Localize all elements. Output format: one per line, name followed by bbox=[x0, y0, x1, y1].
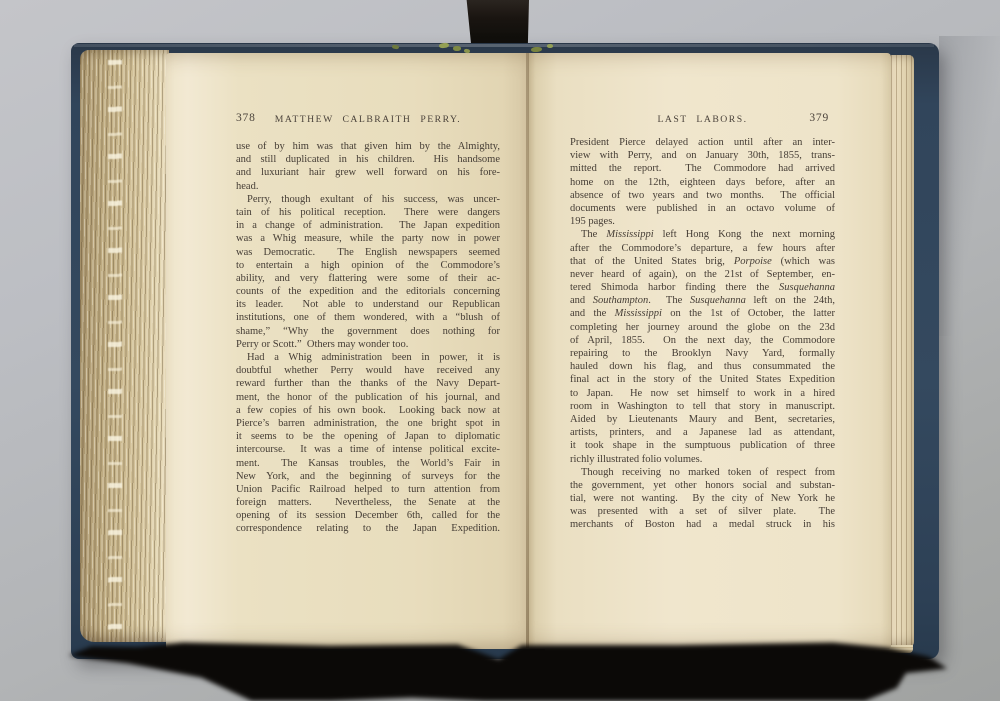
text-segment: doubtful whether Perry would have received any bbox=[236, 365, 500, 377]
text-line bbox=[236, 377, 500, 390]
text-line bbox=[236, 180, 500, 193]
text-line bbox=[236, 325, 500, 338]
text-segment: artists, printers, and a Japanese lad as attendant, bbox=[570, 427, 835, 439]
fanned-page-edges-left bbox=[80, 50, 169, 642]
italic-text-segment: Mississippi bbox=[606, 229, 654, 241]
text-line bbox=[570, 518, 835, 531]
text-line bbox=[570, 453, 835, 466]
text-line bbox=[236, 391, 500, 404]
text-segment: in a change of administration. The Japan expedition bbox=[236, 220, 500, 232]
text-line bbox=[570, 162, 835, 175]
text-segment: Perry, though exultant of his success, was uncer- bbox=[247, 193, 500, 205]
text-segment: home on the 12th, eighteen days before, after an bbox=[570, 176, 835, 188]
lint-speck bbox=[392, 45, 399, 50]
text-segment: Though receiving no marked token of respect from bbox=[581, 466, 835, 478]
text-segment: absence of two years and two months. The official bbox=[570, 189, 835, 201]
text-segment: ment, the honor of the publication of his journal, and bbox=[236, 391, 500, 403]
text-segment: that of the United States brig, bbox=[570, 255, 734, 267]
text-line bbox=[570, 373, 835, 386]
text-line bbox=[236, 443, 500, 456]
book-page-left bbox=[166, 53, 528, 649]
text-segment: and still duplicated in his children. His handsome bbox=[236, 154, 500, 166]
text-segment: completing her journey around the globe on the 23d bbox=[570, 321, 835, 333]
italic-text-segment: Mississippi bbox=[614, 308, 662, 320]
text-segment: Pierce’s barren administration, the one bright spot in bbox=[236, 417, 500, 429]
text-line bbox=[236, 483, 500, 496]
text-line bbox=[236, 311, 500, 324]
text-line bbox=[570, 189, 835, 202]
lint-speck bbox=[464, 49, 471, 54]
text-segment: a few copies of his own book. Looking back now at bbox=[236, 404, 500, 416]
text-line bbox=[236, 219, 500, 232]
text-segment: and bbox=[570, 295, 593, 307]
text-line bbox=[236, 509, 500, 522]
text-segment: never heard of again), on the 21st of September, en- bbox=[570, 268, 835, 280]
text-segment: left on the 24th, bbox=[745, 295, 835, 307]
running-head-right bbox=[570, 114, 835, 129]
text-line bbox=[570, 268, 835, 281]
text-segment: to Japan. He now set himself to work in a hired bbox=[570, 387, 835, 399]
text-segment: was presented with a set of silver plate. The bbox=[570, 506, 835, 518]
text-line bbox=[570, 387, 835, 400]
text-segment: tered Shimoda harbor finding there the bbox=[570, 282, 779, 294]
text-segment: . The bbox=[648, 295, 690, 307]
text-segment: richly illustrated folio volumes. bbox=[570, 453, 703, 465]
cover-top-highlight bbox=[74, 44, 934, 47]
cast-shadow bbox=[55, 636, 970, 701]
text-line bbox=[236, 522, 500, 535]
text-line bbox=[236, 166, 500, 179]
text-line bbox=[570, 400, 835, 413]
book-gutter bbox=[526, 53, 529, 648]
text-line bbox=[236, 430, 500, 443]
text-line bbox=[236, 496, 500, 509]
text-segment: Union Pacific Railroad helped to turn attention from bbox=[236, 483, 500, 495]
text-segment: Perry or Scott.” Others may wonder too. bbox=[236, 338, 409, 350]
text-line bbox=[236, 153, 500, 166]
text-segment: room in Washington to tell that story in manuscript. bbox=[570, 400, 835, 412]
text-line bbox=[570, 149, 835, 162]
text-segment: ability, and very flattering were some of their ac- bbox=[236, 272, 500, 284]
italic-text-segment: Porpoise bbox=[733, 255, 772, 267]
running-head-title-left: MATTHEW CALBRAITH PERRY. bbox=[274, 114, 462, 125]
text-line bbox=[236, 404, 500, 417]
text-segment: documents were published in an octavo volume of bbox=[570, 202, 835, 214]
italic-text-segment: Susquehanna bbox=[689, 295, 746, 307]
text-segment: institutions, one of them wondered, with a “blush of bbox=[236, 312, 500, 324]
text-segment: tain of his political reception. There were dangers bbox=[236, 206, 500, 218]
text-segment: The bbox=[581, 229, 607, 241]
text-line bbox=[570, 479, 835, 492]
text-segment: President Pierce delayed action until after an inter- bbox=[570, 137, 835, 148]
text-line bbox=[236, 338, 500, 351]
text-segment: merchants of Boston had a medal struck in his bbox=[570, 519, 835, 531]
text-line bbox=[570, 307, 835, 320]
text-line bbox=[236, 285, 500, 298]
text-segment: counts of the expedition and the editorials concerning bbox=[236, 286, 500, 298]
text-line bbox=[236, 193, 500, 206]
text-line bbox=[236, 417, 500, 430]
running-head-left bbox=[236, 114, 500, 129]
running-head-title-right: LAST LABORS. bbox=[657, 114, 748, 125]
text-segment: of April, 1855. On the next day, the Commodore bbox=[570, 334, 835, 346]
text-line bbox=[570, 255, 835, 268]
text-line bbox=[570, 347, 835, 360]
text-line bbox=[236, 206, 500, 219]
lint-speck bbox=[547, 44, 553, 48]
text-line bbox=[236, 140, 500, 153]
cast-shadow-shape bbox=[55, 636, 970, 701]
text-line bbox=[570, 215, 835, 228]
text-line bbox=[236, 298, 500, 311]
text-segment: intercourse. It was a time of intense political excite- bbox=[236, 444, 500, 456]
page-edges-right bbox=[891, 55, 914, 647]
text-line bbox=[570, 413, 835, 426]
text-segment: and the bbox=[570, 308, 615, 320]
text-line bbox=[570, 334, 835, 347]
text-line bbox=[570, 202, 835, 215]
book-page-right bbox=[528, 53, 891, 649]
text-segment: (which was bbox=[771, 255, 835, 267]
text-segment: use of by him was that given him by the Almighty, bbox=[236, 141, 500, 152]
text-line bbox=[570, 136, 835, 149]
page-body-left bbox=[236, 140, 500, 536]
text-line bbox=[236, 364, 500, 377]
text-line bbox=[570, 426, 835, 439]
text-segment: the government, yet other honors social and substan- bbox=[570, 479, 835, 491]
text-segment: view with Perry, and on January 30th, 1855, trans- bbox=[570, 150, 835, 162]
page-number-left: 378 bbox=[236, 112, 256, 124]
lint-speck bbox=[453, 46, 461, 51]
text-line bbox=[236, 259, 500, 272]
text-segment: foreign matters. Nevertheless, the Senate at the bbox=[236, 497, 500, 509]
text-segment: ment. The Kansas troubles, the World’s Fair in bbox=[236, 457, 500, 469]
text-line bbox=[236, 232, 500, 245]
text-line bbox=[570, 466, 835, 479]
text-segment: left Hong Kong the next morning bbox=[653, 229, 835, 241]
text-segment: hauled down his flag, and thus consummated the bbox=[570, 361, 835, 373]
text-segment: repairing to the Brooklyn Navy Yard, formally bbox=[570, 348, 835, 359]
text-segment: was a Whig measure, while the party now in power bbox=[236, 233, 500, 245]
text-line bbox=[570, 294, 835, 307]
text-line bbox=[570, 176, 835, 189]
text-segment: shame,” “Why the government does nothing for bbox=[236, 325, 500, 337]
text-line bbox=[570, 281, 835, 294]
text-line bbox=[570, 360, 835, 373]
text-segment: reward further than the thanks of the Navy Depart- bbox=[236, 378, 500, 390]
text-segment: head. bbox=[236, 180, 259, 192]
text-segment: correspondence relating to the Japan Expedition. bbox=[236, 523, 500, 535]
text-line bbox=[570, 505, 835, 518]
italic-text-segment: Southampton bbox=[592, 295, 649, 307]
page-number-right: 379 bbox=[809, 112, 829, 124]
text-segment: and luxuriant hair grew well forward on his fore- bbox=[236, 167, 500, 179]
text-line bbox=[570, 439, 835, 452]
text-line bbox=[570, 492, 835, 505]
text-line bbox=[236, 351, 500, 364]
text-line bbox=[236, 272, 500, 285]
text-segment: it took shape in the sumptuous publication of three bbox=[570, 440, 835, 452]
text-segment: mitted the report. The Commodore had arrived bbox=[570, 163, 835, 175]
text-segment: on the 1st of October, the latter bbox=[661, 308, 835, 320]
text-segment: Aided by Lieutenants Maury and Bent, secretaries, bbox=[570, 413, 835, 425]
text-line bbox=[236, 246, 500, 259]
text-segment: its leader. Not able to understand our Republican bbox=[236, 299, 500, 311]
text-line bbox=[236, 470, 500, 483]
text-line bbox=[236, 457, 500, 470]
text-line bbox=[570, 242, 835, 255]
text-segment: opening of its session December 6th, called for the bbox=[236, 510, 500, 522]
page-edge-texture bbox=[108, 60, 122, 630]
background-shading bbox=[939, 36, 1000, 336]
text-segment: was Democratic. The English newspapers seemed bbox=[236, 246, 500, 258]
text-line bbox=[570, 321, 835, 334]
text-segment: it seems to be the opening of Japan to diplomatic bbox=[236, 431, 500, 443]
text-segment: Had a Whig administration been in power, it is bbox=[247, 352, 500, 363]
page-body-right bbox=[570, 136, 835, 532]
text-segment: to entertain a high opinion of the Commodore’s bbox=[236, 259, 500, 271]
text-line bbox=[570, 228, 835, 241]
text-segment: tial, were not wanting. By the city of New York he bbox=[570, 493, 835, 505]
text-segment: after the Commodore’s departure, a few hours after bbox=[570, 242, 835, 254]
text-segment: final act in the story of the United States Expedition bbox=[570, 374, 835, 386]
text-segment: New York, and the beginning of surveys for the bbox=[236, 470, 500, 482]
text-segment: 195 pages. bbox=[570, 216, 615, 228]
italic-text-segment: Susquehanna bbox=[779, 282, 835, 294]
